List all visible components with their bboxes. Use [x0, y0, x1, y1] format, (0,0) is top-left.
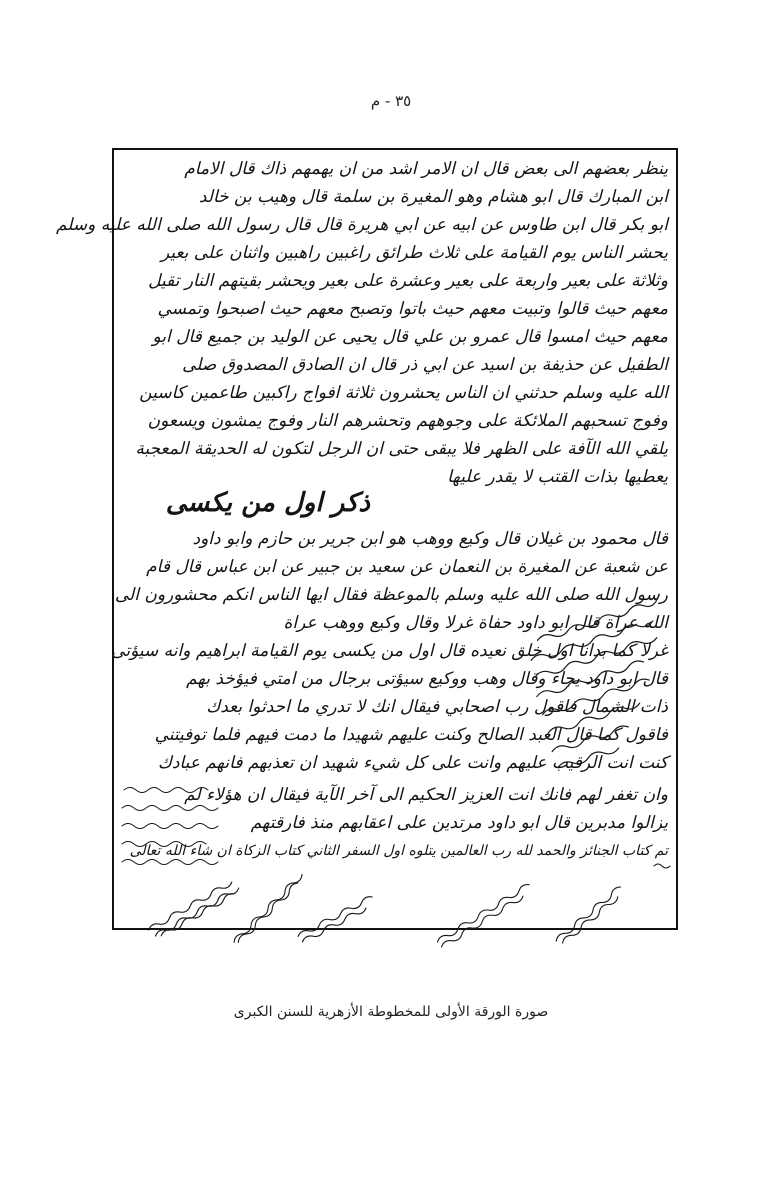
manuscript-line: غرلا كما بدانا اول خلق نعيده قال اول من يكسى يوم القيامة ابراهيم وانه سيؤتى: [111, 641, 668, 661]
manuscript-line: الله عليه وسلم حدثني ان الناس يحشرون ثلاثة افواج راكبين طاعمين كاسين: [139, 383, 668, 403]
manuscript-image-frame: [55, 148, 678, 930]
manuscript-line: ذات الشمال فاقول رب اصحابي فيقال انك لا تدري ما احدثوا بعدك: [206, 697, 668, 717]
manuscript-line: الله عراة قال ابو داود حفاة غرلا وقال وكيع ووهب عراة: [283, 613, 668, 633]
manuscript-line: رسول الله صلى الله عليه وسلم بالموعظة فقال ايها الناس انكم محشورون الى: [114, 585, 668, 605]
manuscript-line: وان تغفر لهم فانك انت العزيز الحكيم الى آخر الآية فيقال ان هؤلاء لم: [184, 785, 668, 805]
section-heading: ذكر اول من يكسى: [165, 488, 370, 518]
right-margin-note: [530, 597, 660, 771]
manuscript-line: يلقي الله الآفة على الظهر فلا يبقى حتى ان الرجل لتكون له الحديقة المعجبة: [135, 439, 668, 459]
page-number: ٣٥ - م: [370, 92, 412, 110]
manuscript-line: ابن المبارك قال ابو هشام وهو المغيرة بن سلمة قال وهيب بن خالد: [198, 187, 668, 207]
manuscript-line: قال ابو داود يجاء وقال وهب ووكيع سيؤتى برجال من امتي فيؤخذ بهم: [186, 669, 668, 689]
manuscript-line: عن شعبة عن المغيرة بن النعمان عن سعيد بن جبير عن ابن عباس قال قام: [146, 557, 668, 577]
manuscript-line: كنت انت الرقيب عليهم وانت على كل شيء شهيد ان تعذبهم فانهم عبادك: [157, 753, 668, 773]
manuscript-line: وفوج تسحبهم الملائكة على وجوههم وتحشرهم النار وفوج يمشون ويسعون: [147, 411, 668, 431]
manuscript-line: يعطيها بذات القتب لا يقدر عليها: [447, 467, 668, 487]
left-margin-note: [122, 788, 670, 869]
manuscript-line: الطفيل عن حذيفة بن اسيد عن ابي ذر قال ان الصادق المصدوق صلى: [182, 355, 668, 375]
manuscript-line: معهم حيث قالوا وتبيت معهم حيث باتوا وتصبح معهم حيث اصبحوا وتمسي: [157, 299, 668, 319]
manuscript-line: يحشر الناس يوم القيامة على ثلاث طرائق راغبين راهبين واثنان على بعير: [160, 243, 668, 263]
manuscript-line: ينظر بعضهم الى بعض قال ان الامر اشد من ان يهمهم ذاك قال الامام: [184, 159, 668, 179]
manuscript-line: معهم حيث امسوا قال عمرو بن علي قال يحيى عن الوليد بن جميع قال ابو: [152, 327, 668, 347]
manuscript-line: ابو بكر قال ابن طاوس عن ابيه عن ابي هريرة قال قال رسول الله صلى الله عليه وسلم: [55, 215, 668, 235]
manuscript-line: قال محمود بن غيلان قال وكيع ووهب هو ابن جرير بن حازم وابو داود: [192, 529, 668, 549]
manuscript-line: يزالوا مدبرين قال ابو داود مرتدين على اعقابهم منذ فارقتهم: [250, 813, 668, 833]
manuscript-line: فاقول كما قال العبد الصالح وكنت عليهم شهيدا ما دمت فيهم فلما توفيتني: [154, 725, 668, 745]
manuscript-line: تم كتاب الجنائز والحمد لله رب العالمين يتلوه اول السفر الثاني كتاب الزكاة ان شاء الله تعالى: [129, 843, 668, 859]
marginal-notes-drawing: [55, 150, 676, 928]
ownership-inscriptions: [147, 873, 622, 950]
manuscript-line: وثلاثة على بعير واربعة على بعير وعشرة على بعير ويحشر بقيتهم النار تقيل: [148, 271, 668, 291]
figure-caption: صورة الورقة الأولى للمخطوطة الأزهرية للسنن الكبرى: [233, 1004, 549, 1020]
